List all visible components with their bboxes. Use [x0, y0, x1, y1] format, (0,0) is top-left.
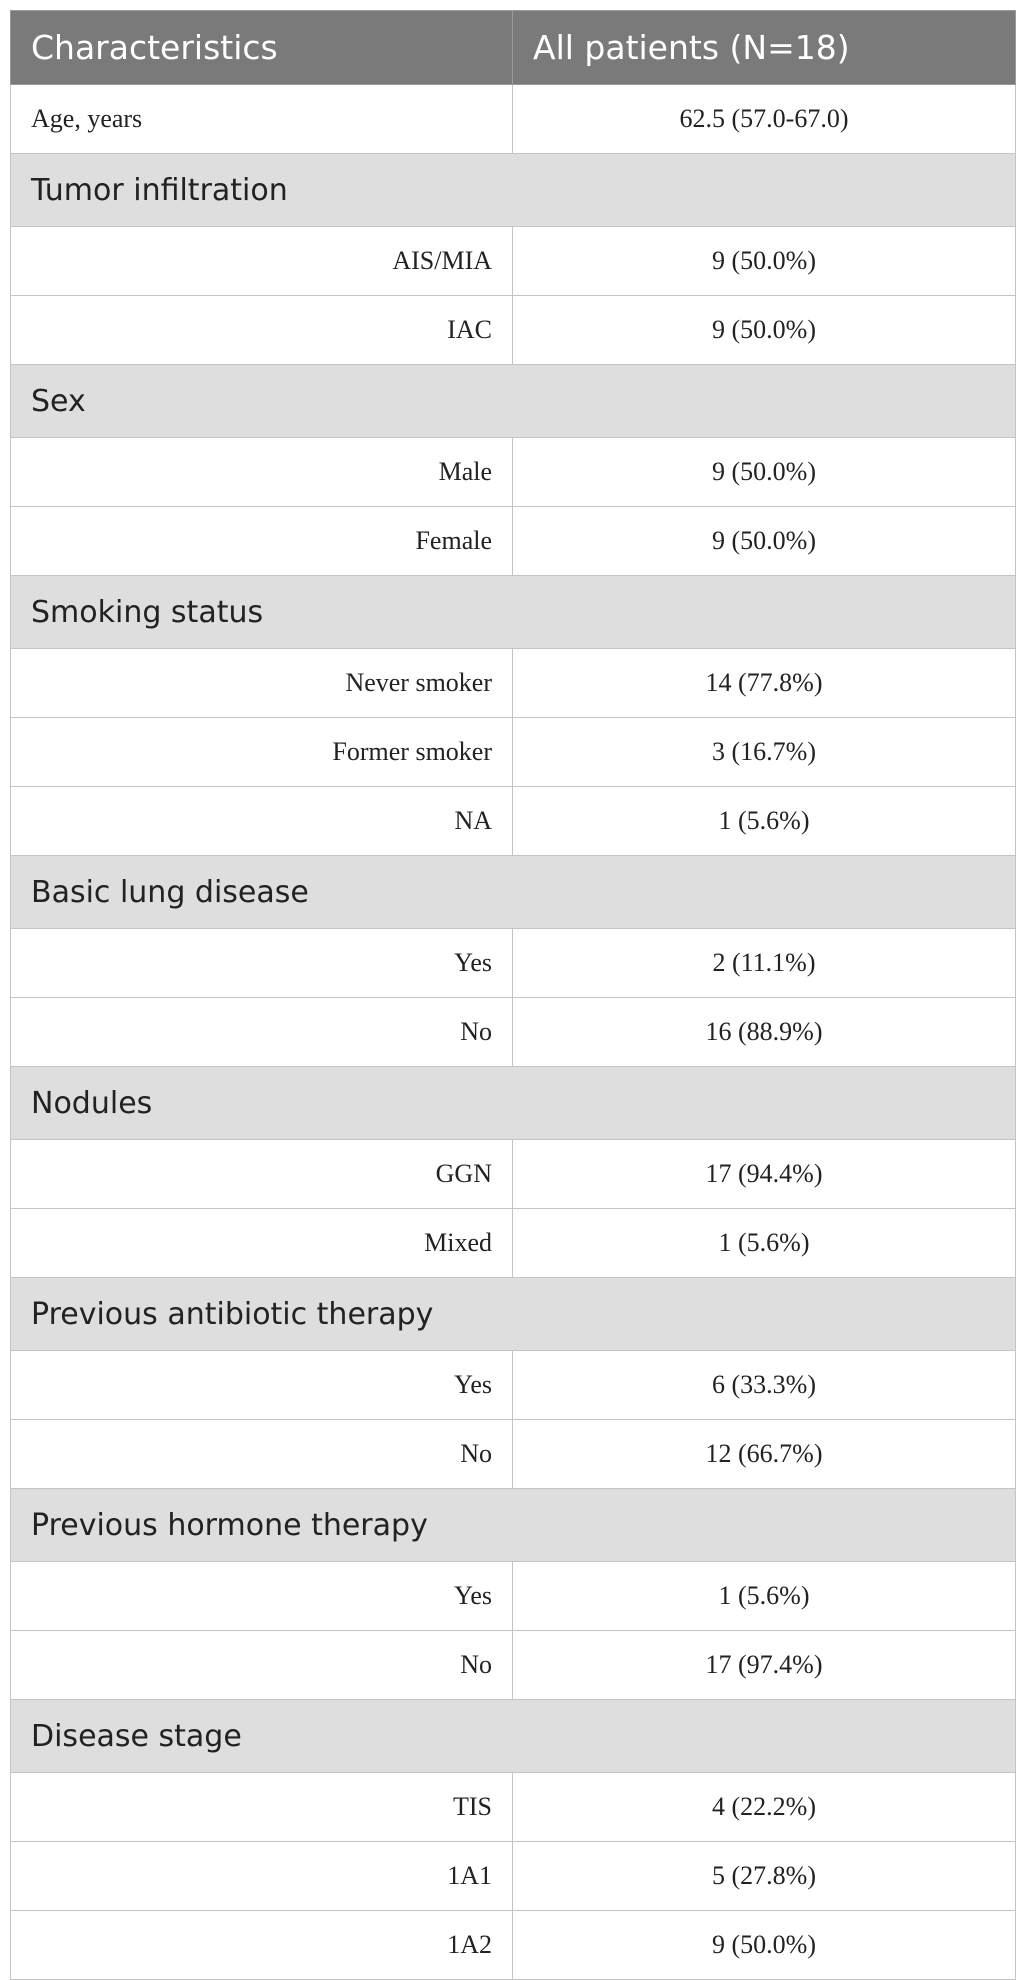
section-title: Disease stage: [11, 1700, 1016, 1773]
section-title: Previous hormone therapy: [11, 1489, 1016, 1562]
row-label: 1A2: [11, 1911, 513, 1980]
header-all-patients: All patients (N=18): [513, 11, 1016, 85]
row-value: 3 (16.7%): [513, 718, 1016, 787]
table-row: [11, 1140, 1016, 1209]
row-value: 12 (66.7%): [513, 1420, 1016, 1489]
row-value-age: 62.5 (57.0-67.0): [513, 85, 1016, 154]
table-row: [11, 718, 1016, 787]
section-title: Tumor infiltration: [11, 154, 1016, 227]
row-value: 16 (88.9%): [513, 998, 1016, 1067]
section-title: Basic lung disease: [11, 856, 1016, 929]
table-row: [11, 1911, 1016, 1980]
row-label: Never smoker: [11, 649, 513, 718]
section-row-basic-lung-disease: [11, 856, 1016, 929]
row-label: 1A1: [11, 1842, 513, 1911]
table-row: [11, 998, 1016, 1067]
table-row: [11, 227, 1016, 296]
row-value: 17 (97.4%): [513, 1631, 1016, 1700]
row-value: 9 (50.0%): [513, 1911, 1016, 1980]
characteristics-table: [10, 10, 1016, 1980]
row-label: No: [11, 998, 513, 1067]
row-label: Male: [11, 438, 513, 507]
section-title: Smoking status: [11, 576, 1016, 649]
section-title: Nodules: [11, 1067, 1016, 1140]
row-label: No: [11, 1631, 513, 1700]
row-value: 14 (77.8%): [513, 649, 1016, 718]
section-row-sex: [11, 365, 1016, 438]
header-characteristics: Characteristics: [11, 11, 513, 85]
row-value: 9 (50.0%): [513, 227, 1016, 296]
row-value: 1 (5.6%): [513, 1209, 1016, 1278]
table-row: [11, 1631, 1016, 1700]
table-row: [11, 787, 1016, 856]
table-row: [11, 1773, 1016, 1842]
row-value: 9 (50.0%): [513, 438, 1016, 507]
row-value: 1 (5.6%): [513, 787, 1016, 856]
row-value: 4 (22.2%): [513, 1773, 1016, 1842]
row-label: NA: [11, 787, 513, 856]
table-row: [11, 296, 1016, 365]
row-label: Former smoker: [11, 718, 513, 787]
section-row-smoking-status: [11, 576, 1016, 649]
table-row: [11, 1420, 1016, 1489]
row-value: 9 (50.0%): [513, 296, 1016, 365]
table-row: [11, 929, 1016, 998]
table-row: [11, 438, 1016, 507]
row-label: Yes: [11, 1351, 513, 1420]
row-label-age: Age, years: [11, 85, 513, 154]
row-value: 2 (11.1%): [513, 929, 1016, 998]
row-label: GGN: [11, 1140, 513, 1209]
table-row: [11, 1209, 1016, 1278]
row-label: No: [11, 1420, 513, 1489]
row-value: 6 (33.3%): [513, 1351, 1016, 1420]
row-label: Yes: [11, 929, 513, 998]
table-row: [11, 507, 1016, 576]
row-label: AIS/MIA: [11, 227, 513, 296]
table-row: [11, 1562, 1016, 1631]
table-row-age: [11, 85, 1016, 154]
table-row: [11, 649, 1016, 718]
section-title: Previous antibiotic therapy: [11, 1278, 1016, 1351]
row-label: IAC: [11, 296, 513, 365]
row-value: 9 (50.0%): [513, 507, 1016, 576]
section-row-disease-stage: [11, 1700, 1016, 1773]
section-title: Sex: [11, 365, 1016, 438]
row-value: 1 (5.6%): [513, 1562, 1016, 1631]
section-row-tumor-infiltration: [11, 154, 1016, 227]
row-label: TIS: [11, 1773, 513, 1842]
row-value: 5 (27.8%): [513, 1842, 1016, 1911]
table-header-row: [11, 11, 1016, 85]
section-row-previous-antibiotic-therapy: [11, 1278, 1016, 1351]
row-value: 17 (94.4%): [513, 1140, 1016, 1209]
row-label: Female: [11, 507, 513, 576]
section-row-nodules: [11, 1067, 1016, 1140]
table-row: [11, 1351, 1016, 1420]
row-label: Mixed: [11, 1209, 513, 1278]
section-row-previous-hormone-therapy: [11, 1489, 1016, 1562]
characteristics-table-container: [10, 10, 1015, 1980]
row-label: Yes: [11, 1562, 513, 1631]
table-row: [11, 1842, 1016, 1911]
